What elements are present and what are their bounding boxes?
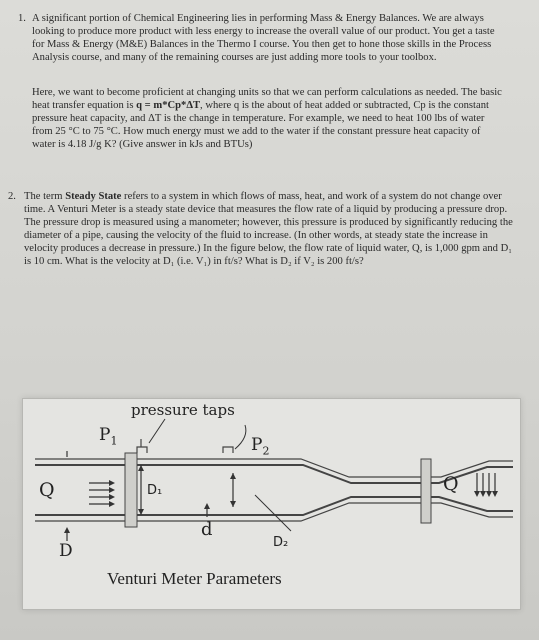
d2-label: D₂ bbox=[273, 535, 289, 550]
question-1 bbox=[18, 12, 502, 64]
question-2-text: refers to a system in which flows of mass, heat, and work of a system do not change over time. A Venturi Meter is a steady state device that measures the flow rate of a liquid by producing a pressure drop. The pressure drop is measured using a manometer; however, this pressure is produced by significantly reducing the diameter of a pipe, causing the velocity of the fluid to increase. (In other words, at steady state the increase in velocity produces a decrease in pressure.) In the figure below, the flow rate of liquid water, Q, is 1,000 gpm and D₁ is 10 cm. What is the velocity at D₁ (i.e. V₁) in ft/s? What is D₂ if V₂ is 200 ft/s? bbox=[24, 191, 513, 267]
question-1-part-2 bbox=[32, 86, 502, 151]
question-2 bbox=[8, 190, 516, 268]
paragraph-2-rest: , where q is the about of heat added or subtracted, Cp is the constant pressure heat capacity, and ΔT is the change in temperature. For example, we need to heat 100 lbs of water from 25 °C to 75 °C. How much energy must we add to the water if the constant pressure heat capacity of water is 4.18 J/g K? (Give answer in kJs and BTUs) bbox=[32, 100, 489, 150]
pipe-top-wall bbox=[35, 465, 513, 483]
d2-arrow-top bbox=[230, 473, 236, 479]
pipe-bottom-wall bbox=[35, 497, 513, 515]
flow-head-r1 bbox=[474, 491, 480, 497]
p2-subscript: 2 bbox=[262, 444, 270, 458]
question-2-number: 2. bbox=[8, 191, 16, 202]
flow-head-l2 bbox=[109, 487, 115, 493]
flow-head-l1 bbox=[109, 480, 115, 486]
paragraph-2-lead: Here, we want to become proficient at changing units so that we can perform calculations as needed. The basic heat transfer equation is bbox=[32, 87, 502, 111]
flange-left bbox=[125, 453, 137, 527]
p1-subscript: 1 bbox=[110, 434, 118, 448]
pressure-tap-2 bbox=[223, 447, 233, 453]
d-outer-arrow bbox=[64, 527, 70, 533]
flow-arrows-left bbox=[89, 483, 109, 504]
d-small-label: d bbox=[201, 519, 213, 540]
figure-caption: Venturi Meter Parameters bbox=[107, 569, 282, 588]
question-1-number: 1. bbox=[18, 13, 26, 24]
pressure-tap-1 bbox=[137, 439, 147, 453]
tap-leader-1 bbox=[149, 419, 165, 443]
flow-arrows-right bbox=[477, 473, 495, 491]
p2-letter: P bbox=[251, 435, 263, 455]
flow-head-l4 bbox=[109, 501, 115, 507]
flow-head-r2 bbox=[480, 491, 486, 497]
steady-state-term: Steady State bbox=[65, 191, 122, 202]
venturi-figure bbox=[22, 398, 521, 610]
flow-head-r3 bbox=[486, 491, 492, 497]
d2-leader bbox=[255, 495, 291, 531]
question-1-paragraph-1: A significant portion of Chemical Engineering lies in performing Mass & Energy Balances. We are always looking to produce more product with less energy to increase the overall value of our product. You get a taste for Mass & Energy (M&E) Balances in the Thermo I course. You then get to hone those skills in the Process Analysis course, and many of the remaining courses are just adding more tools to your toolbox. bbox=[32, 13, 495, 63]
flange-right bbox=[421, 459, 431, 523]
d2-arrow-bottom bbox=[230, 501, 236, 507]
pressure-taps-label: pressure taps bbox=[131, 401, 235, 419]
p2-label bbox=[251, 435, 269, 457]
q-right-label: Q bbox=[443, 473, 459, 495]
heat-equation: q = m*Cp*ΔT bbox=[136, 100, 201, 111]
question-2-intro: The term bbox=[24, 191, 66, 202]
d1-label: D₁ bbox=[147, 483, 163, 498]
question-2-paragraph bbox=[24, 190, 516, 268]
flow-head-l3 bbox=[109, 494, 115, 500]
p1-label bbox=[99, 425, 117, 447]
d-big-label: D bbox=[59, 541, 73, 561]
tap-leader-2 bbox=[235, 425, 246, 449]
throat-arrow bbox=[204, 503, 210, 509]
p1-letter: P bbox=[99, 425, 111, 445]
flow-head-r4 bbox=[492, 491, 498, 497]
question-1-paragraph-2 bbox=[32, 86, 502, 151]
q-left-label: Q bbox=[39, 479, 55, 501]
pipe-top-wall-outer bbox=[35, 459, 513, 477]
pipe-bottom-wall-outer bbox=[35, 503, 513, 521]
